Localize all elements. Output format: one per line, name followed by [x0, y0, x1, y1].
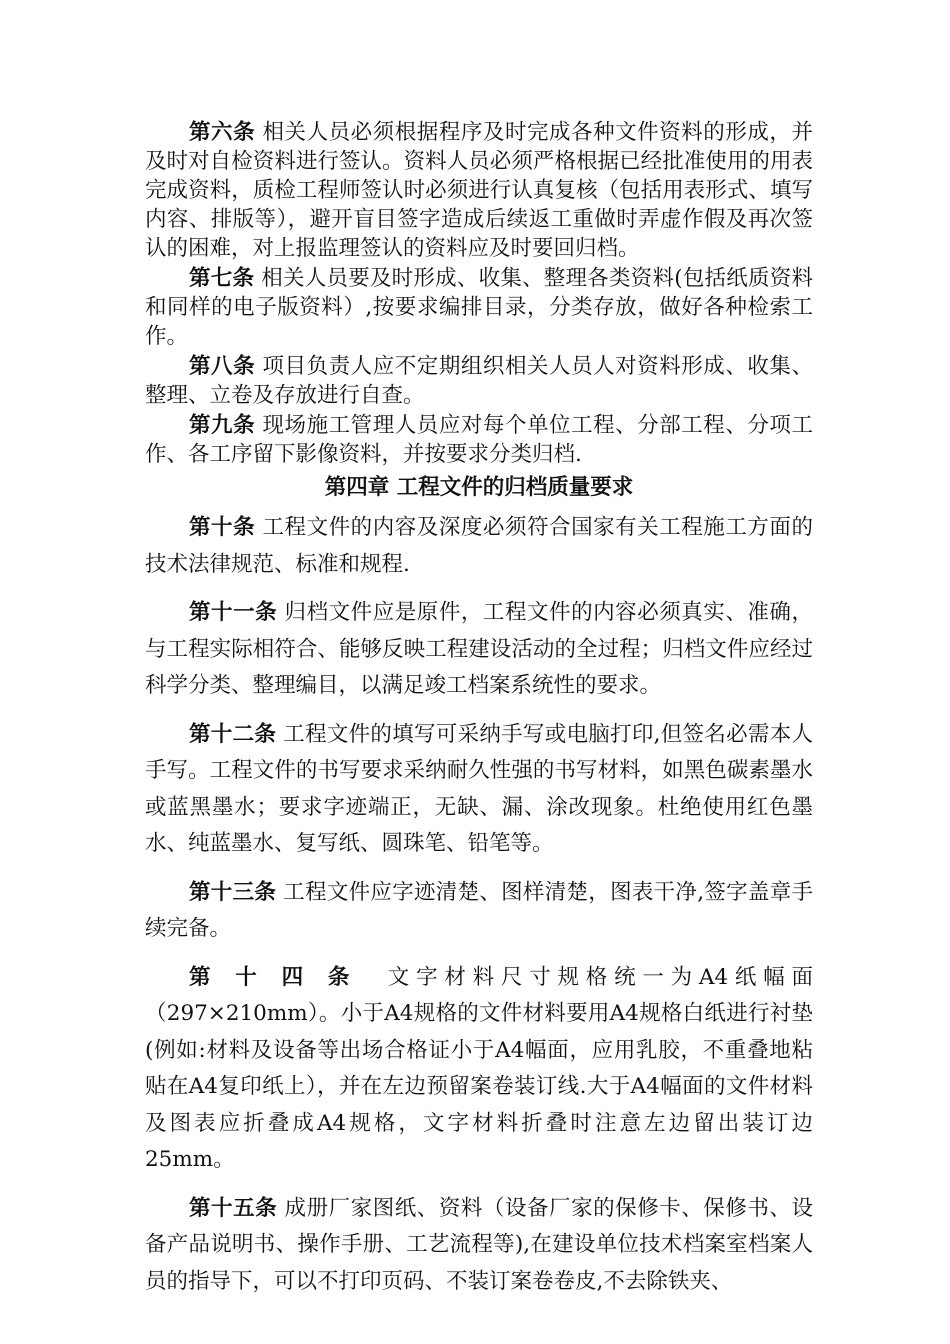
document-page	[145, 118, 813, 1312]
article-14	[145, 960, 813, 1179]
article-number: 第十三条	[189, 879, 277, 905]
article-11	[145, 595, 813, 705]
article-text: 成册厂家图纸、资料（设备厂家的保修卡、保修书、设备产品说明书、操作手册、工艺流程等),在建设单位技术档案室档案人员的指导下，可以不打印页码、不装订案卷卷皮,不去除铁夹、	[145, 1195, 813, 1294]
article-number: 第十条	[189, 515, 256, 540]
articles-top-section	[145, 118, 813, 469]
article-text: 项目负责人应不定期组织相关人员人对资料形成、收集、整理、立卷及存放进行自查。	[145, 354, 813, 408]
article-9	[145, 411, 813, 469]
article-number: 第七条	[189, 266, 255, 291]
article-7	[145, 264, 813, 351]
chapter-title: 第四章 工程文件的归档质量要求	[324, 475, 634, 500]
article-13	[145, 875, 813, 948]
article-number: 第十一条	[189, 600, 278, 625]
articles-bottom-section	[145, 510, 813, 1300]
article-number: 第九条	[189, 413, 256, 438]
article-text: 工程文件应字迹清楚、图样清楚，图表干净,签字盖章手续完备。	[145, 879, 813, 941]
article-number: 第十四条	[189, 964, 375, 990]
article-text: 工程文件的内容及深度必须符合国家有关工程施工方面的技术法律规范、标准和规程.	[145, 515, 813, 577]
article-12	[145, 717, 813, 863]
article-text: 归档文件应是原件，工程文件的内容必须真实、准确，与工程实际相符合、能够反映工程建设活动的全过程；归档文件应经过科学分类、整理编目，以满足竣工档案系统性的要求。	[145, 600, 813, 698]
article-number: 第八条	[189, 354, 256, 379]
article-8	[145, 352, 813, 410]
article-text: 文字材料尺寸规格统一为A4纸幅面（297×210mm）。小于A4规格的文件材料要用A4规格白纸进行衬垫(例如:材料及设备等出场合格证小于A4幅面，应用乳胶，不重叠地粘贴在A4复印纸上），并在左边预留案卷装订线.大于A4幅面的文件材料及图表应折叠成A4规格，文字材料折叠时注意左边留出装订边25mm。	[145, 964, 813, 1172]
article-number: 第六条	[189, 120, 256, 145]
article-text: 工程文件的填写可采纳手写或电脑打印,但签名必需本人手写。工程文件的书写要求采纳耐久性强的书写材料，如黑色碳素墨水或蓝黑墨水；要求字迹端正，无缺、漏、涂改现象。杜绝使用红色墨水、纯蓝墨水、复写纸、圆珠笔、铅笔等。	[145, 721, 813, 856]
article-6	[145, 118, 813, 263]
article-text: 现场施工管理人员应对每个单位工程、分部工程、分项工作、各工序留下影像资料，并按要求分类归档.	[145, 413, 813, 467]
article-number: 第十五条	[189, 1195, 278, 1221]
article-text: 相关人员必须根据程序及时完成各种文件资料的形成，并及时对自检资料进行签认。资料人员必须严格根据已经批准使用的用表完成资料，质检工程师签认时必须进行认真复核（包括用表形式、填写内容、排版等），避开盲目签字造成后续返工重做时弄虚作假及再次签认的困难，对上报监理签认的资料应及时要回归档。	[145, 120, 813, 261]
article-15	[145, 1191, 813, 1301]
article-10	[145, 510, 813, 583]
article-text: 相关人员要及时形成、收集、整理各类资料(包括纸质资料和同样的电子版资料）,按要求编排目录，分类存放，做好各种检索工作。	[145, 266, 813, 349]
article-number: 第十二条	[189, 721, 277, 747]
